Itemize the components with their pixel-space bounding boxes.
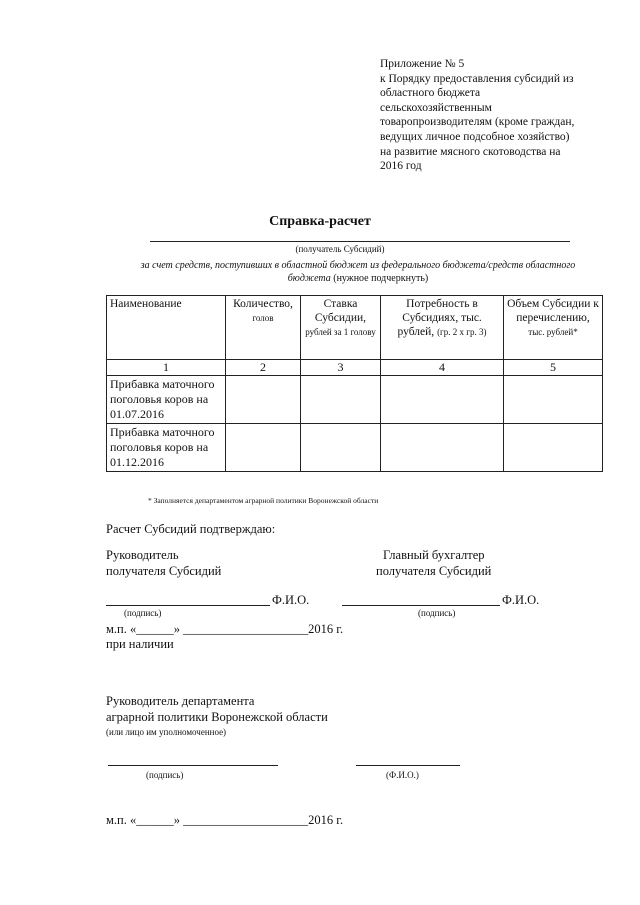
funding-source: [88, 259, 628, 285]
department-fio-line[interactable]: [356, 765, 460, 766]
head-signature-line[interactable]: [106, 605, 270, 606]
header-rate: Ставка Субсидии, рублей за 1 голову: [301, 296, 381, 360]
table-row: [107, 424, 603, 472]
column-number: 4: [381, 360, 504, 376]
row-name-cell: Прибавка маточного поголовья коров на 01.12.2016: [107, 424, 226, 472]
table-row: [107, 376, 603, 424]
calculation-table: [106, 295, 603, 472]
head-title-line2: получателя Субсидий: [106, 564, 222, 578]
department-title-line1: Руководитель департамента: [106, 694, 255, 708]
header-volume: Объем Субсидии к перечислению, тыс. рублей*: [504, 296, 603, 360]
department-fio-caption: (Ф.И.О.): [386, 770, 419, 780]
accountant-title-line1: Главный бухгалтер: [383, 548, 485, 562]
stamp-note: при наличии: [106, 637, 174, 651]
funding-source-line1: за счет средств, поступивших в областной бюджет из федерального бюджета/средств областного: [140, 260, 576, 271]
appendix-line: областного бюджета: [380, 87, 481, 100]
volume-cell[interactable]: [504, 424, 603, 472]
column-number: 2: [226, 360, 301, 376]
appendix-line: Приложение № 5: [380, 58, 465, 70]
header-quantity: Количество, голов: [226, 296, 301, 360]
header-need: Потребность в Субсидиях, тыс. рублей, (гр. 2 х гр. 3): [381, 296, 504, 360]
header-name: Наименование: [107, 296, 226, 360]
appendix-line: сельскохозяйственным: [380, 101, 492, 114]
department-sign-caption: (подпись): [146, 770, 184, 780]
recipient-caption: (получатель Субсидий): [295, 244, 385, 254]
appendix-line: ведущих личное подсобное хозяйство): [380, 130, 570, 143]
column-number: 5: [504, 360, 603, 376]
head-title-line1: Руководитель: [106, 548, 179, 562]
appendix-line: 2016 год: [380, 160, 422, 173]
head-fio: Ф.И.О.: [272, 593, 310, 607]
document-title: Справка-расчет: [269, 214, 371, 229]
accountant-signature-line[interactable]: [342, 605, 500, 606]
column-number: 1: [107, 360, 226, 376]
appendix-block: [380, 57, 630, 174]
column-number: 3: [301, 360, 381, 376]
funding-source-note: (нужное подчеркнуть): [333, 273, 429, 284]
accountant-title-line2: получателя Субсидий: [376, 564, 492, 578]
funding-source-line2: бюджета: [287, 273, 331, 284]
footnote: * Заполняется департаментом аграрной политики Воронежской области: [148, 496, 379, 505]
rate-cell[interactable]: [301, 424, 381, 472]
quantity-cell[interactable]: [226, 376, 301, 424]
quantity-cell[interactable]: [226, 424, 301, 472]
accountant-fio: Ф.И.О.: [502, 593, 540, 607]
table-number-row: [107, 360, 603, 376]
appendix-line: на развитие мясного скотоводства на: [380, 145, 561, 158]
need-cell[interactable]: [381, 376, 504, 424]
table-header-row: [107, 296, 603, 360]
head-sign-caption: (подпись): [124, 608, 162, 618]
department-title-line2: аграрной политики Воронежской области: [106, 710, 328, 724]
volume-cell[interactable]: [504, 376, 603, 424]
confirm-text: Расчет Субсидий подтверждаю:: [106, 522, 276, 536]
appendix-line: к Порядку предоставления субсидий из: [380, 72, 574, 85]
recipient-field-line: [150, 241, 570, 242]
row-name-cell: Прибавка маточного поголовья коров на 01.07.2016: [107, 376, 226, 424]
department-stamp-date-line: м.п. «______» ____________________2016 г.: [106, 813, 344, 827]
accountant-sign-caption: (подпись): [418, 608, 456, 618]
appendix-line: товаропроизводителям (кроме граждан,: [380, 116, 575, 129]
stamp-date-line: м.п. «______» ____________________2016 г.: [106, 622, 344, 636]
need-cell[interactable]: [381, 424, 504, 472]
department-signature-line[interactable]: [108, 765, 278, 766]
rate-cell[interactable]: [301, 376, 381, 424]
department-title-line3: (или лицо им уполномоченное): [106, 727, 227, 737]
